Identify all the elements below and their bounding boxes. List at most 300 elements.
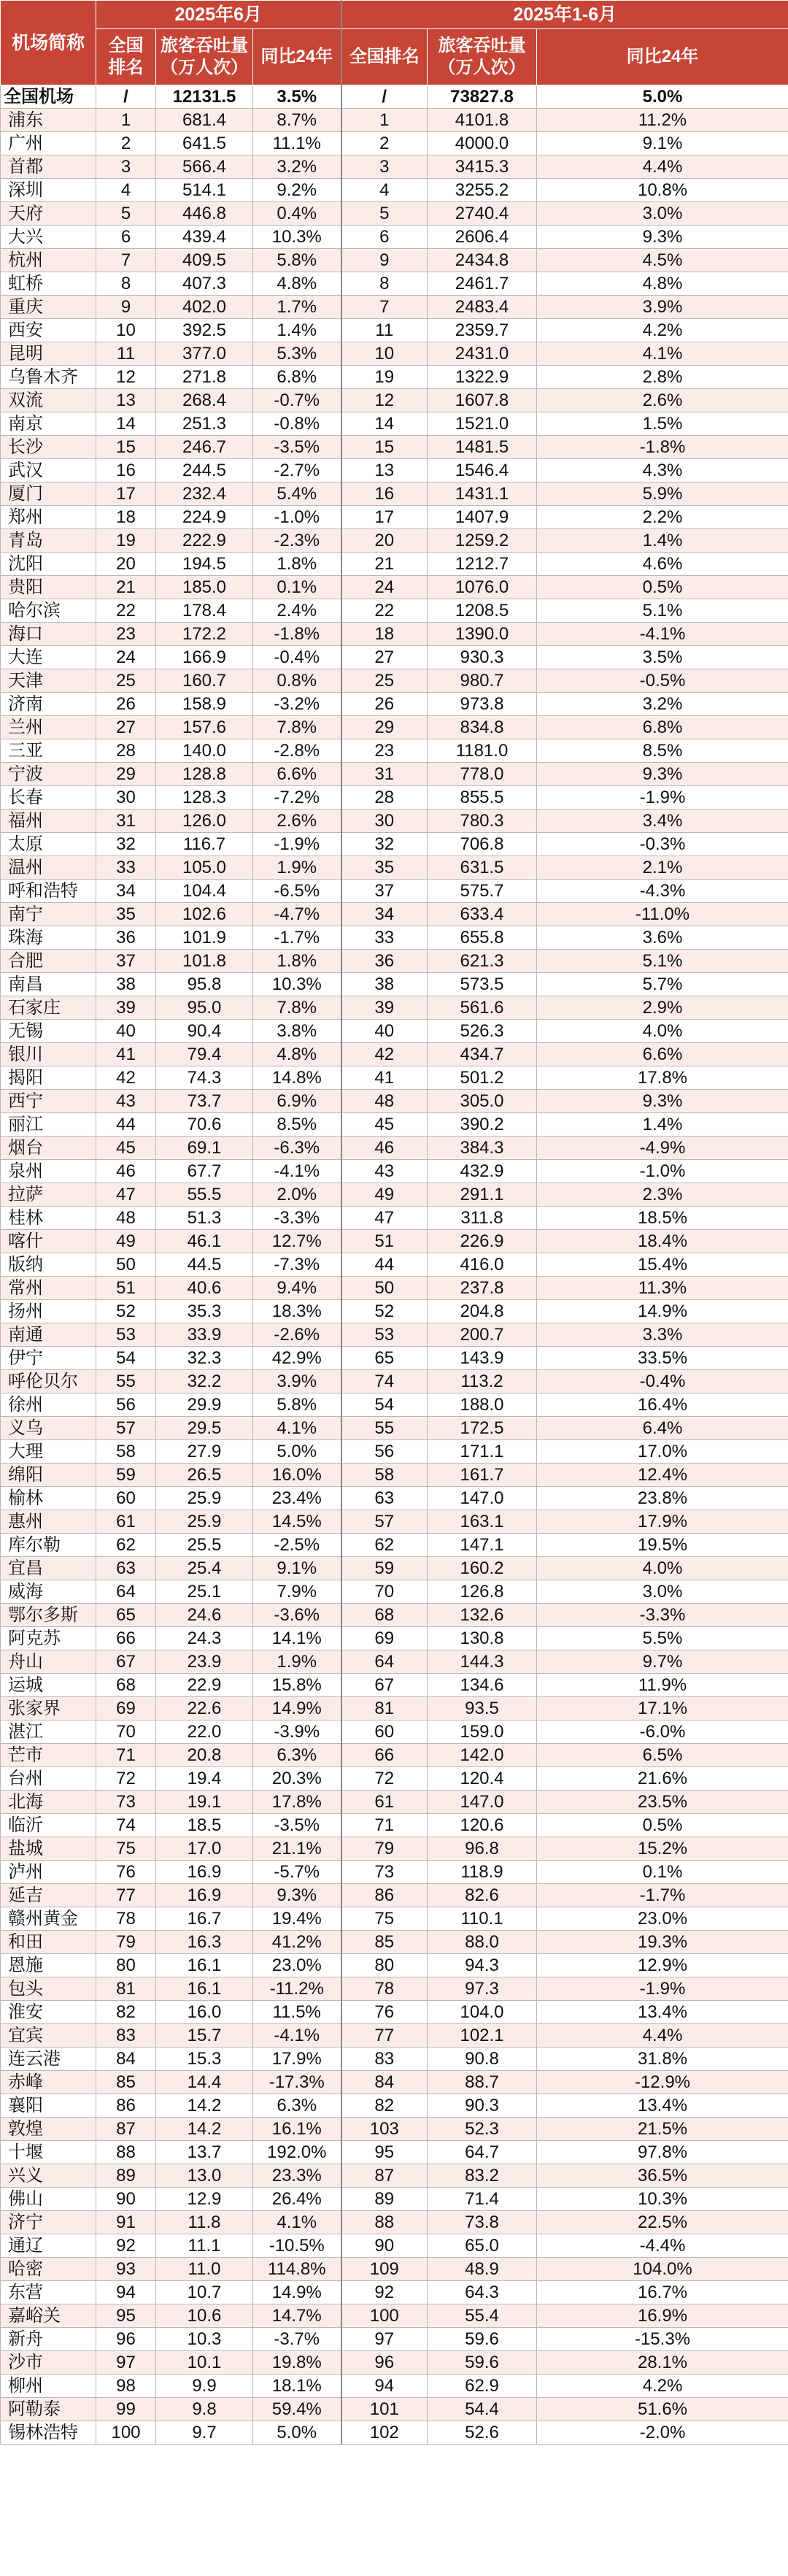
table-row: [1, 2071, 788, 2094]
h1-rank-cell: 28: [341, 786, 428, 810]
june-rank-cell: 34: [96, 880, 156, 903]
h1-yoy-cell: 14.9%: [537, 1300, 788, 1323]
june-rank-cell: 30: [96, 786, 156, 810]
june-yoy-cell: 5.8%: [253, 1393, 341, 1417]
h1-throughput-cell: 93.5: [428, 1697, 537, 1720]
airport-name-cell: 伊宁: [1, 1347, 96, 1370]
h1-throughput-cell: 147.1: [428, 1534, 537, 1557]
h1-rank-cell: 18: [341, 623, 428, 646]
june-throughput-cell: 10.6: [156, 2304, 253, 2328]
airport-name-cell: 银川: [1, 1043, 96, 1066]
h1-yoy-cell: -1.0%: [537, 1160, 788, 1183]
june-rank-cell: 16: [96, 459, 156, 482]
h1-throughput-cell: 1208.5: [428, 599, 537, 623]
june-throughput-cell: 18.5: [156, 1814, 253, 1837]
h1-yoy-cell: 17.8%: [537, 1066, 788, 1090]
table-row: [1, 296, 788, 319]
june-yoy-cell: 6.6%: [253, 763, 341, 786]
table-row: [1, 2234, 788, 2258]
h1-yoy-cell: -3.3%: [537, 1604, 788, 1627]
table-row: [1, 1487, 788, 1510]
h1-rank-cell: 29: [341, 716, 428, 739]
table-row: [1, 1137, 788, 1160]
june-rank-cell: 63: [96, 1557, 156, 1580]
june-yoy-cell: 4.8%: [253, 1043, 341, 1066]
h1-throughput-cell: 855.5: [428, 786, 537, 810]
h1-rank-cell: 68: [341, 1604, 428, 1627]
h1-yoy-cell: 11.2%: [537, 109, 788, 132]
june-yoy-cell: -1.0%: [253, 506, 341, 529]
h1-yoy-cell: 2.6%: [537, 389, 788, 412]
table-row: [1, 1767, 788, 1791]
june-yoy-cell: -11.2%: [253, 1977, 341, 2001]
june-throughput-cell: 16.7: [156, 1907, 253, 1931]
table-row: [1, 319, 788, 342]
h1-yoy-cell: 15.4%: [537, 1253, 788, 1277]
june-rank-cell: 38: [96, 973, 156, 996]
june-rank-cell: 100: [96, 2421, 156, 2445]
airport-name-cell: 珠海: [1, 926, 96, 950]
h1-rank-cell: 27: [341, 646, 428, 669]
june-rank-cell: 90: [96, 2188, 156, 2211]
table-row: [1, 1580, 788, 1604]
june-rank-cell: 40: [96, 1020, 156, 1043]
table-row: [1, 109, 788, 132]
june-throughput-cell: 12131.5: [156, 85, 253, 109]
june-yoy-cell: 17.9%: [253, 2048, 341, 2071]
h1-throughput-cell: 143.9: [428, 1347, 537, 1370]
h1-throughput-cell: 134.6: [428, 1674, 537, 1697]
june-rank-cell: 26: [96, 693, 156, 716]
table-row: [1, 1627, 788, 1650]
airport-name-cell: 首都: [1, 155, 96, 179]
june-rank-cell: 75: [96, 1837, 156, 1861]
june-throughput-cell: 9.8: [156, 2398, 253, 2421]
h1-yoy-cell: 1.4%: [537, 1113, 788, 1137]
h1-rank-cell: 47: [341, 1207, 428, 1230]
h1-rank-cell: 9: [341, 249, 428, 272]
june-yoy-cell: 9.1%: [253, 1557, 341, 1580]
h1-yoy-cell: 5.1%: [537, 950, 788, 973]
june-rank-cell: 32: [96, 833, 156, 856]
june-throughput-cell: 402.0: [156, 296, 253, 319]
table-row: [1, 389, 788, 412]
h1-yoy-cell: -1.7%: [537, 1884, 788, 1907]
table-row: [1, 1113, 788, 1137]
h1-rank-cell: 20: [341, 529, 428, 553]
h1-rank-cell: 34: [341, 903, 428, 926]
june-throughput-cell: 16.9: [156, 1861, 253, 1884]
june-throughput-cell: 9.9: [156, 2375, 253, 2398]
june-throughput-cell: 23.9: [156, 1650, 253, 1674]
table-row: [1, 1791, 788, 1814]
airport-name-cell: 嘉峪关: [1, 2304, 96, 2328]
table-row: [1, 1207, 788, 1230]
airport-name-cell: 泸州: [1, 1861, 96, 1884]
table-row: [1, 646, 788, 669]
header-june-throughput: 旅客吞吐量（万人次）: [156, 29, 253, 85]
table-row: [1, 1020, 788, 1043]
h1-yoy-cell: 0.1%: [537, 1861, 788, 1884]
june-rank-cell: 45: [96, 1137, 156, 1160]
june-throughput-cell: 13.0: [156, 2164, 253, 2188]
table-row: [1, 1604, 788, 1627]
airport-name-cell: 鄂尔多斯: [1, 1604, 96, 1627]
june-yoy-cell: -5.7%: [253, 1861, 341, 1884]
june-rank-cell: 64: [96, 1580, 156, 1604]
h1-rank-cell: 23: [341, 739, 428, 763]
airport-name-cell: 扬州: [1, 1300, 96, 1323]
h1-throughput-cell: 2483.4: [428, 296, 537, 319]
h1-rank-cell: 4: [341, 179, 428, 202]
table-row: [1, 669, 788, 693]
h1-yoy-cell: 6.5%: [537, 1744, 788, 1767]
h1-yoy-cell: -0.5%: [537, 669, 788, 693]
airport-name-cell: 西宁: [1, 1090, 96, 1113]
h1-rank-cell: 16: [341, 482, 428, 506]
june-throughput-cell: 409.5: [156, 249, 253, 272]
airport-name-cell: 宁波: [1, 763, 96, 786]
h1-yoy-cell: -11.0%: [537, 903, 788, 926]
june-yoy-cell: 20.3%: [253, 1767, 341, 1791]
h1-yoy-cell: 1.5%: [537, 412, 788, 436]
june-throughput-cell: 116.7: [156, 833, 253, 856]
airport-name-cell: 重庆: [1, 296, 96, 319]
table-row: [1, 2421, 788, 2445]
table-row: [1, 2258, 788, 2281]
h1-yoy-cell: -15.3%: [537, 2328, 788, 2351]
june-throughput-cell: 26.5: [156, 1464, 253, 1487]
june-throughput-cell: 73.7: [156, 1090, 253, 1113]
h1-yoy-cell: 1.4%: [537, 529, 788, 553]
june-rank-cell: 15: [96, 436, 156, 459]
table-row: [1, 2351, 788, 2375]
h1-yoy-cell: -6.0%: [537, 1720, 788, 1744]
header-h1-yoy: 同比24年: [537, 29, 788, 85]
june-throughput-cell: 158.9: [156, 693, 253, 716]
h1-rank-cell: 44: [341, 1253, 428, 1277]
h1-throughput-cell: 780.3: [428, 810, 537, 833]
h1-throughput-cell: 980.7: [428, 669, 537, 693]
airport-name-cell: 桂林: [1, 1207, 96, 1230]
june-rank-cell: 94: [96, 2281, 156, 2304]
h1-yoy-cell: 19.3%: [537, 1931, 788, 1954]
june-throughput-cell: 641.5: [156, 132, 253, 155]
table-row: [1, 2304, 788, 2328]
h1-throughput-cell: 64.7: [428, 2141, 537, 2164]
june-rank-cell: 43: [96, 1090, 156, 1113]
h1-rank-cell: 5: [341, 202, 428, 226]
h1-yoy-cell: 33.5%: [537, 1347, 788, 1370]
table-row: [1, 2141, 788, 2164]
airport-name-cell: 通辽: [1, 2234, 96, 2258]
june-yoy-cell: 14.8%: [253, 1066, 341, 1090]
h1-yoy-cell: 51.6%: [537, 2398, 788, 2421]
june-rank-cell: 93: [96, 2258, 156, 2281]
airport-name-cell: 张家界: [1, 1697, 96, 1720]
june-rank-cell: 9: [96, 296, 156, 319]
june-yoy-cell: -3.3%: [253, 1207, 341, 1230]
june-throughput-cell: 51.3: [156, 1207, 253, 1230]
june-throughput-cell: 12.9: [156, 2188, 253, 2211]
airport-name-cell: 襄阳: [1, 2094, 96, 2118]
june-yoy-cell: 2.6%: [253, 810, 341, 833]
table-row: [1, 973, 788, 996]
airport-name-cell: 揭阳: [1, 1066, 96, 1090]
table-row: [1, 950, 788, 973]
june-yoy-cell: -4.1%: [253, 2024, 341, 2048]
june-rank-cell: 87: [96, 2118, 156, 2141]
airport-name-cell: 烟台: [1, 1137, 96, 1160]
june-throughput-cell: 407.3: [156, 272, 253, 296]
h1-throughput-cell: 526.3: [428, 1020, 537, 1043]
june-yoy-cell: 1.9%: [253, 1650, 341, 1674]
h1-throughput-cell: 575.7: [428, 880, 537, 903]
june-throughput-cell: 15.7: [156, 2024, 253, 2048]
h1-yoy-cell: 0.5%: [537, 1814, 788, 1837]
h1-throughput-cell: 1076.0: [428, 576, 537, 599]
h1-throughput-cell: 82.6: [428, 1884, 537, 1907]
airport-name-cell: 运城: [1, 1674, 96, 1697]
june-throughput-cell: 90.4: [156, 1020, 253, 1043]
h1-throughput-cell: 163.1: [428, 1510, 537, 1534]
june-throughput-cell: 19.4: [156, 1767, 253, 1791]
june-rank-cell: 10: [96, 319, 156, 342]
june-throughput-cell: 377.0: [156, 342, 253, 366]
h1-yoy-cell: -1.9%: [537, 1977, 788, 2001]
h1-yoy-cell: 17.1%: [537, 1697, 788, 1720]
h1-throughput-cell: 104.0: [428, 2001, 537, 2024]
h1-yoy-cell: 4.2%: [537, 2375, 788, 2398]
june-rank-cell: 80: [96, 1954, 156, 1977]
h1-yoy-cell: 15.2%: [537, 1837, 788, 1861]
june-throughput-cell: 439.4: [156, 226, 253, 249]
header-june-2025: 2025年6月: [96, 1, 341, 29]
table-row: [1, 506, 788, 529]
h1-yoy-cell: 21.5%: [537, 2118, 788, 2141]
h1-throughput-cell: 88.7: [428, 2071, 537, 2094]
june-rank-cell: 57: [96, 1417, 156, 1440]
table-row: [1, 1931, 788, 1954]
june-throughput-cell: 566.4: [156, 155, 253, 179]
table-row: [1, 1697, 788, 1720]
h1-rank-cell: 101: [341, 2398, 428, 2421]
june-yoy-cell: 0.1%: [253, 576, 341, 599]
h1-rank-cell: 36: [341, 950, 428, 973]
h1-rank-cell: 81: [341, 1697, 428, 1720]
airport-name-cell: 威海: [1, 1580, 96, 1604]
table-row: [1, 1744, 788, 1767]
h1-rank-cell: /: [341, 85, 428, 109]
header-h1-rank: 全国排名: [341, 29, 428, 85]
airport-name-cell: 济宁: [1, 2211, 96, 2234]
table-row: [1, 1884, 788, 1907]
airport-name-cell: 宜昌: [1, 1557, 96, 1580]
h1-throughput-cell: 120.6: [428, 1814, 537, 1837]
h1-throughput-cell: 237.8: [428, 1277, 537, 1300]
june-yoy-cell: 6.3%: [253, 1744, 341, 1767]
h1-rank-cell: 51: [341, 1230, 428, 1253]
june-yoy-cell: 7.9%: [253, 1580, 341, 1604]
june-throughput-cell: 11.8: [156, 2211, 253, 2234]
h1-rank-cell: 1: [341, 109, 428, 132]
h1-yoy-cell: 18.5%: [537, 1207, 788, 1230]
june-throughput-cell: 46.1: [156, 1230, 253, 1253]
airport-name-cell: 哈尔滨: [1, 599, 96, 623]
june-throughput-cell: 14.4: [156, 2071, 253, 2094]
june-rank-cell: 49: [96, 1230, 156, 1253]
h1-throughput-cell: 126.8: [428, 1580, 537, 1604]
h1-rank-cell: 17: [341, 506, 428, 529]
table-row: [1, 132, 788, 155]
h1-throughput-cell: 305.0: [428, 1090, 537, 1113]
june-rank-cell: 97: [96, 2351, 156, 2375]
june-rank-cell: 51: [96, 1277, 156, 1300]
june-rank-cell: 47: [96, 1183, 156, 1207]
h1-throughput-cell: 52.3: [428, 2118, 537, 2141]
june-yoy-cell: -7.2%: [253, 786, 341, 810]
h1-throughput-cell: 147.0: [428, 1791, 537, 1814]
h1-yoy-cell: 4.8%: [537, 272, 788, 296]
airport-name-cell: 太原: [1, 833, 96, 856]
june-rank-cell: 65: [96, 1604, 156, 1627]
h1-throughput-cell: 113.2: [428, 1370, 537, 1393]
h1-rank-cell: 69: [341, 1627, 428, 1650]
airport-name-cell: 贵阳: [1, 576, 96, 599]
june-yoy-cell: 0.4%: [253, 202, 341, 226]
h1-throughput-cell: 159.0: [428, 1720, 537, 1744]
airport-name-cell: 赣州黄金: [1, 1907, 96, 1931]
h1-rank-cell: 10: [341, 342, 428, 366]
airport-name-cell: 双流: [1, 389, 96, 412]
h1-throughput-cell: 90.8: [428, 2048, 537, 2071]
h1-throughput-cell: 1546.4: [428, 459, 537, 482]
h1-yoy-cell: 3.4%: [537, 810, 788, 833]
june-rank-cell: 54: [96, 1347, 156, 1370]
h1-rank-cell: 57: [341, 1510, 428, 1534]
june-rank-cell: 62: [96, 1534, 156, 1557]
june-yoy-cell: 5.0%: [253, 2421, 341, 2445]
table-row: [1, 1977, 788, 2001]
june-throughput-cell: 14.2: [156, 2118, 253, 2141]
table-row: [1, 833, 788, 856]
june-rank-cell: 55: [96, 1370, 156, 1393]
june-yoy-cell: 14.5%: [253, 1510, 341, 1534]
airport-name-cell: 呼和浩特: [1, 880, 96, 903]
airport-name-cell: 拉萨: [1, 1183, 96, 1207]
h1-yoy-cell: 16.9%: [537, 2304, 788, 2328]
total-row: [1, 85, 788, 109]
h1-yoy-cell: 16.4%: [537, 1393, 788, 1417]
h1-yoy-cell: -2.0%: [537, 2421, 788, 2445]
h1-yoy-cell: 21.6%: [537, 1767, 788, 1791]
june-throughput-cell: 222.9: [156, 529, 253, 553]
h1-throughput-cell: 171.1: [428, 1440, 537, 1464]
h1-yoy-cell: 3.3%: [537, 1323, 788, 1347]
airport-name-cell: 广州: [1, 132, 96, 155]
june-throughput-cell: 13.7: [156, 2141, 253, 2164]
table-row: [1, 1253, 788, 1277]
table-row: [1, 1323, 788, 1347]
june-rank-cell: 78: [96, 1907, 156, 1931]
airport-name-cell: 大理: [1, 1440, 96, 1464]
table-row: [1, 856, 788, 880]
h1-throughput-cell: 1431.1: [428, 482, 537, 506]
h1-yoy-cell: -4.4%: [537, 2234, 788, 2258]
airport-name-cell: 恩施: [1, 1954, 96, 1977]
h1-rank-cell: 96: [341, 2351, 428, 2375]
h1-rank-cell: 11: [341, 319, 428, 342]
june-rank-cell: 66: [96, 1627, 156, 1650]
h1-yoy-cell: 3.2%: [537, 693, 788, 716]
june-throughput-cell: 10.7: [156, 2281, 253, 2304]
h1-yoy-cell: 4.4%: [537, 155, 788, 179]
june-yoy-cell: -10.5%: [253, 2234, 341, 2258]
june-rank-cell: 86: [96, 2094, 156, 2118]
table-row: [1, 996, 788, 1020]
h1-throughput-cell: 1212.7: [428, 553, 537, 576]
table-row: [1, 880, 788, 903]
h1-throughput-cell: 48.9: [428, 2258, 537, 2281]
header-jan-jun-2025: 2025年1-6月: [341, 1, 788, 29]
h1-yoy-cell: 5.1%: [537, 599, 788, 623]
june-rank-cell: 12: [96, 366, 156, 389]
airport-name-cell: 东营: [1, 2281, 96, 2304]
june-yoy-cell: 2.0%: [253, 1183, 341, 1207]
june-rank-cell: 19: [96, 529, 156, 553]
h1-throughput-cell: 161.7: [428, 1464, 537, 1487]
airport-name-cell: 南京: [1, 412, 96, 436]
june-yoy-cell: 14.7%: [253, 2304, 341, 2328]
table-row: [1, 693, 788, 716]
h1-yoy-cell: -1.9%: [537, 786, 788, 810]
airport-name-cell: 三亚: [1, 739, 96, 763]
june-yoy-cell: -3.5%: [253, 436, 341, 459]
h1-rank-cell: 42: [341, 1043, 428, 1066]
airport-name-cell: 赤峰: [1, 2071, 96, 2094]
table-row: [1, 226, 788, 249]
h1-throughput-cell: 706.8: [428, 833, 537, 856]
airport-name-cell: 新舟: [1, 2328, 96, 2351]
june-rank-cell: 68: [96, 1674, 156, 1697]
h1-rank-cell: 35: [341, 856, 428, 880]
june-rank-cell: 69: [96, 1697, 156, 1720]
h1-yoy-cell: -4.1%: [537, 623, 788, 646]
h1-yoy-cell: 2.1%: [537, 856, 788, 880]
h1-throughput-cell: 390.2: [428, 1113, 537, 1137]
h1-rank-cell: 52: [341, 1300, 428, 1323]
june-yoy-cell: -4.1%: [253, 1160, 341, 1183]
h1-rank-cell: 94: [341, 2375, 428, 2398]
table-row: [1, 1907, 788, 1931]
table-row: [1, 1160, 788, 1183]
header-row-periods: [1, 1, 788, 29]
june-throughput-cell: 19.1: [156, 1791, 253, 1814]
h1-throughput-cell: 144.3: [428, 1650, 537, 1674]
h1-yoy-cell: 3.0%: [537, 202, 788, 226]
h1-yoy-cell: -12.9%: [537, 2071, 788, 2094]
airport-name-cell: 佛山: [1, 2188, 96, 2211]
june-throughput-cell: 67.7: [156, 1160, 253, 1183]
h1-rank-cell: 13: [341, 459, 428, 482]
june-yoy-cell: 4.1%: [253, 1417, 341, 1440]
table-row: [1, 1230, 788, 1253]
june-rank-cell: 41: [96, 1043, 156, 1066]
table-row: [1, 202, 788, 226]
airport-name-cell: 绵阳: [1, 1464, 96, 1487]
june-throughput-cell: 224.9: [156, 506, 253, 529]
h1-throughput-cell: 1607.8: [428, 389, 537, 412]
